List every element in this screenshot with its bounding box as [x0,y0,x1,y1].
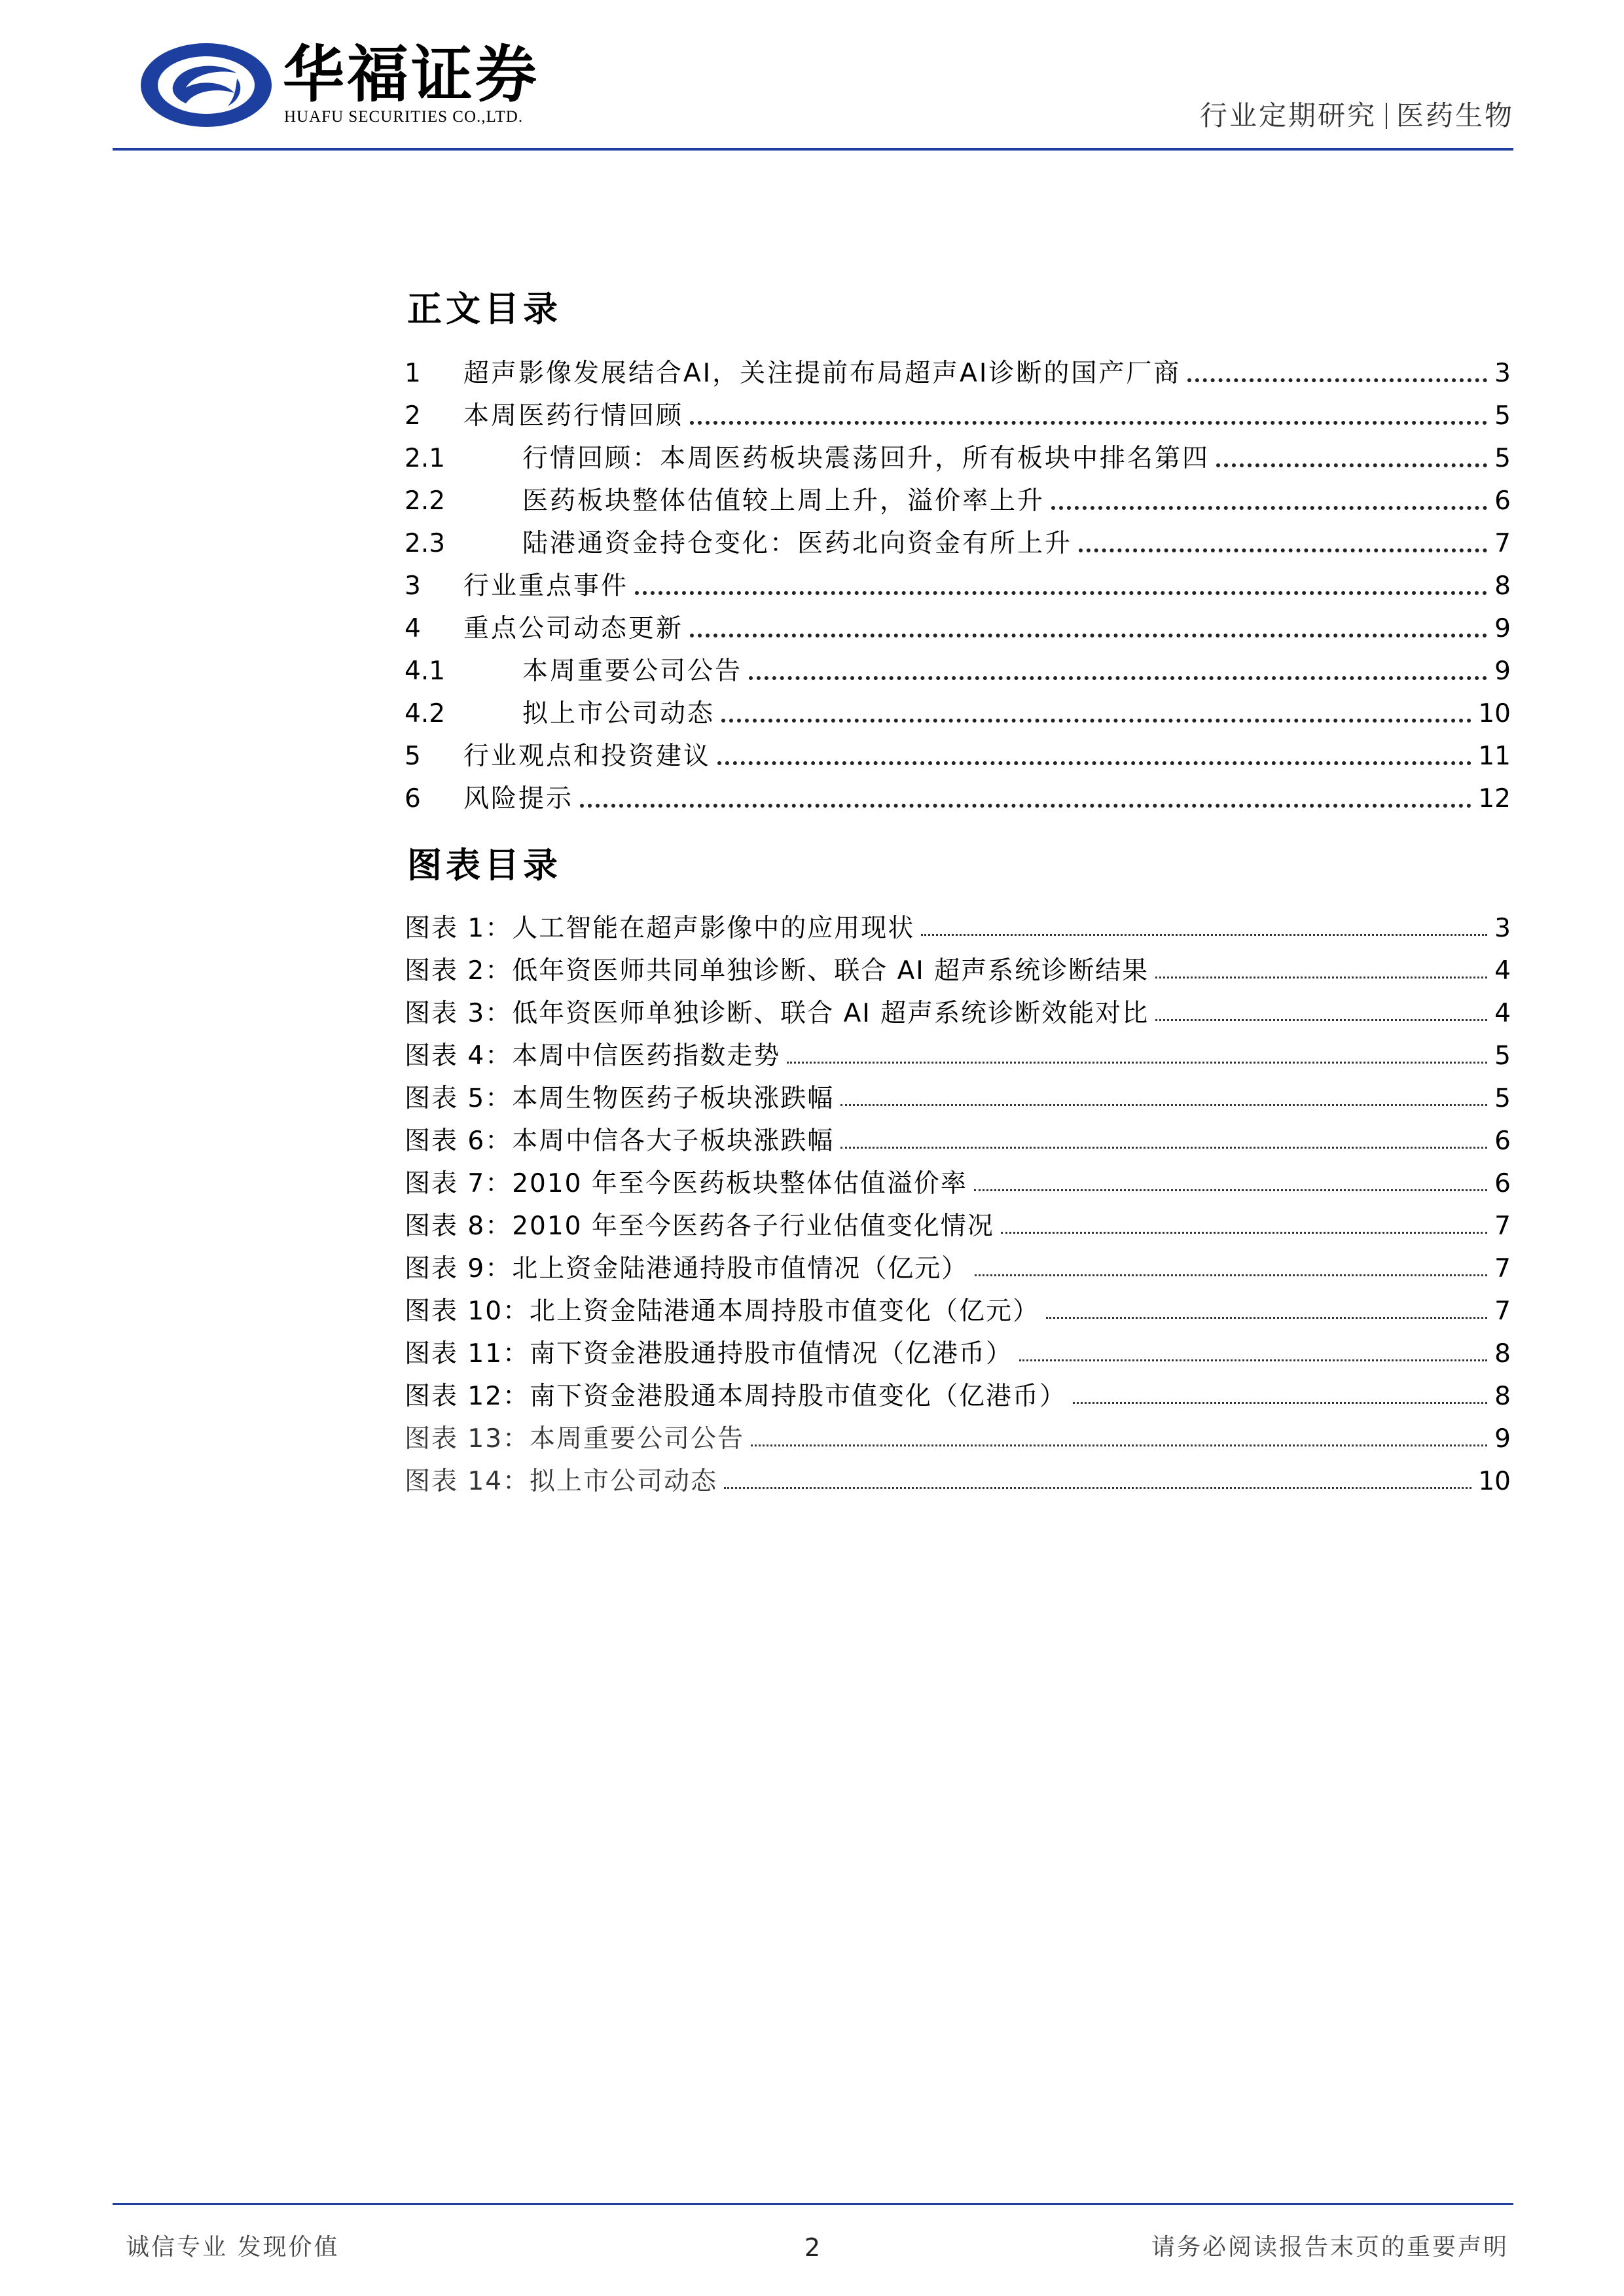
toc-number: 4.1 [405,656,446,686]
dot-leader [690,421,1487,425]
figure-title: 图表 3：低年资医师单独诊断、联合 AI 超声系统诊断效能对比 [405,999,1149,1028]
figure-entry[interactable] [405,1162,1511,1202]
figure-page: 7 [1494,1297,1511,1326]
figure-title: 图表 8：2010 年至今医药各子行业估值变化情况 [405,1211,994,1241]
toc-number: 3 [405,571,421,601]
figure-page: 8 [1494,1382,1511,1411]
toc-page: 8 [1494,571,1511,601]
figure-title: 图表 1：人工智能在超声影像中的应用现状 [405,914,915,943]
figure-entry[interactable] [405,1418,1511,1457]
toc-page: 12 [1478,784,1511,814]
figure-entry[interactable] [405,1205,1511,1244]
toc-page: 9 [1494,614,1511,643]
toc-title: 医药板块整体估值较上周上升，溢价率上升 [522,486,1045,516]
dot-leader [1051,506,1487,510]
figure-page: 7 [1494,1211,1511,1241]
toc-number: 2.1 [405,444,446,473]
toc-entry[interactable] [405,480,1511,519]
toc-entry[interactable] [405,522,1511,562]
toc-number: 6 [405,784,421,814]
dot-leader [1001,1232,1487,1234]
dot-leader [921,934,1487,936]
dot-leader [724,1487,1471,1489]
figure-title: 图表 5：本周生物医药子板块涨跌幅 [405,1084,835,1113]
dot-leader [721,719,1471,723]
header-separator [1386,103,1387,129]
dot-leader [1216,463,1487,467]
dot-leader [1019,1359,1487,1361]
toc-entry[interactable] [405,437,1511,476]
figure-page: 6 [1494,1126,1511,1156]
figure-title: 图表 12：南下资金港股通本周持股市值变化（亿港币） [405,1382,1067,1411]
toc-title: 风险提示 [463,784,574,814]
figure-page: 10 [1478,1467,1511,1496]
figure-title: 图表 9：北上资金陆港通持股市值情况（亿元） [405,1254,969,1283]
toc-heading: 正文目录 [407,289,562,329]
toc-page: 11 [1478,742,1511,771]
dot-leader [717,761,1471,765]
dot-leader [840,1104,1487,1106]
dot-leader [1073,1402,1487,1404]
figure-entry[interactable] [405,907,1511,946]
toc-page: 5 [1494,444,1511,473]
toc-entry[interactable] [405,650,1511,689]
dot-leader [580,804,1471,808]
dot-leader [974,1189,1487,1191]
header-divider [113,148,1513,151]
dot-leader [1187,378,1487,382]
toc-page: 5 [1494,401,1511,431]
toc-number: 2.3 [405,529,446,558]
huafu-logo-icon [139,41,274,130]
dot-leader [787,1062,1487,1064]
dot-leader [840,1147,1487,1149]
dot-leader [635,591,1487,595]
toc-number: 2 [405,401,421,431]
page-number: 2 [804,2233,821,2262]
toc-entry[interactable] [405,607,1511,647]
dot-leader [1155,1019,1487,1021]
toc-entry[interactable] [405,735,1511,774]
toc-entry[interactable] [405,352,1511,391]
logo-chinese-name: 华福证券 [283,39,540,111]
toc-entry[interactable] [405,395,1511,434]
report-category [1200,99,1514,132]
figure-page: 8 [1494,1339,1511,1369]
dot-leader [751,1444,1487,1446]
toc-number: 4.2 [405,699,446,728]
figure-entry[interactable] [405,1120,1511,1159]
figure-title: 图表 2：低年资医师共同单独诊断、联合 AI 超声系统诊断结果 [405,956,1149,986]
toc-title: 重点公司动态更新 [463,614,684,643]
toc-entry[interactable] [405,565,1511,604]
figure-title: 图表 13：本周重要公司公告 [405,1424,745,1454]
dot-leader [690,634,1487,637]
toc-page: 9 [1494,656,1511,686]
toc-page: 3 [1494,359,1511,388]
figure-entry[interactable] [405,1460,1511,1499]
figure-page: 6 [1494,1169,1511,1198]
toc-page: 10 [1478,699,1511,728]
figure-title: 图表 14：拟上市公司动态 [405,1467,718,1496]
logo-english-name: HUAFU SECURITIES CO.,LTD. [284,108,524,126]
figure-entry[interactable] [405,950,1511,989]
figure-entry[interactable] [405,1247,1511,1287]
toc-number: 2.2 [405,486,446,516]
toc-title: 行业重点事件 [463,571,629,601]
figure-entry[interactable] [405,1333,1511,1372]
dot-leader [749,676,1487,680]
toc-title: 行情回顾：本周医药板块震荡回升，所有板块中排名第四 [522,444,1210,473]
figure-page: 5 [1494,1084,1511,1113]
toc-title: 行业观点和投资建议 [463,742,712,771]
toc-number: 5 [405,742,421,771]
figure-entry[interactable] [405,1077,1511,1117]
toc-number: 1 [405,359,421,388]
footer-slogan: 诚信专业 发现价值 [126,2234,340,2261]
toc-entry[interactable] [405,692,1511,732]
toc-title: 拟上市公司动态 [522,699,715,728]
footer-divider [113,2203,1513,2205]
toc-page: 7 [1494,529,1511,558]
figure-entry[interactable] [405,1375,1511,1414]
figure-title: 图表 10：北上资金陆港通本周持股市值变化（亿元） [405,1297,1040,1326]
toc-title: 超声影像发展结合AI，关注提前布局超声AI诊断的国产厂商 [463,359,1182,388]
figure-entry[interactable] [405,1035,1511,1074]
figure-page: 4 [1494,956,1511,986]
figure-page: 9 [1494,1424,1511,1454]
figure-title: 图表 7：2010 年至今医药板块整体估值溢价率 [405,1169,967,1198]
toc-page: 6 [1494,486,1511,516]
footer-disclaimer: 请务必阅读报告末页的重要声明 [1151,2234,1509,2261]
figure-title: 图表 11：南下资金港股通持股市值情况（亿港币） [405,1339,1013,1369]
toc-title: 本周重要公司公告 [522,656,743,686]
dot-leader [1155,977,1487,978]
figures-heading: 图表目录 [407,846,562,886]
company-logo [139,39,545,131]
figure-title: 图表 4：本周中信医药指数走势 [405,1041,781,1071]
toc-entry[interactable] [405,778,1511,817]
figure-entry[interactable] [405,992,1511,1031]
toc-title: 陆港通资金持仓变化：医药北向资金有所上升 [522,529,1073,558]
industry-name: 医药生物 [1396,99,1514,132]
toc-number: 4 [405,614,421,643]
dot-leader [1046,1317,1487,1319]
figure-title: 图表 6：本周中信各大子板块涨跌幅 [405,1126,835,1156]
toc-title: 本周医药行情回顾 [463,401,684,431]
dot-leader [975,1274,1487,1276]
report-type: 行业定期研究 [1199,99,1377,132]
figure-page: 7 [1494,1254,1511,1283]
figure-entry[interactable] [405,1290,1511,1329]
dot-leader [1079,548,1487,552]
figure-page: 5 [1494,1041,1511,1071]
figure-page: 4 [1494,999,1511,1028]
figure-page: 3 [1494,914,1511,943]
